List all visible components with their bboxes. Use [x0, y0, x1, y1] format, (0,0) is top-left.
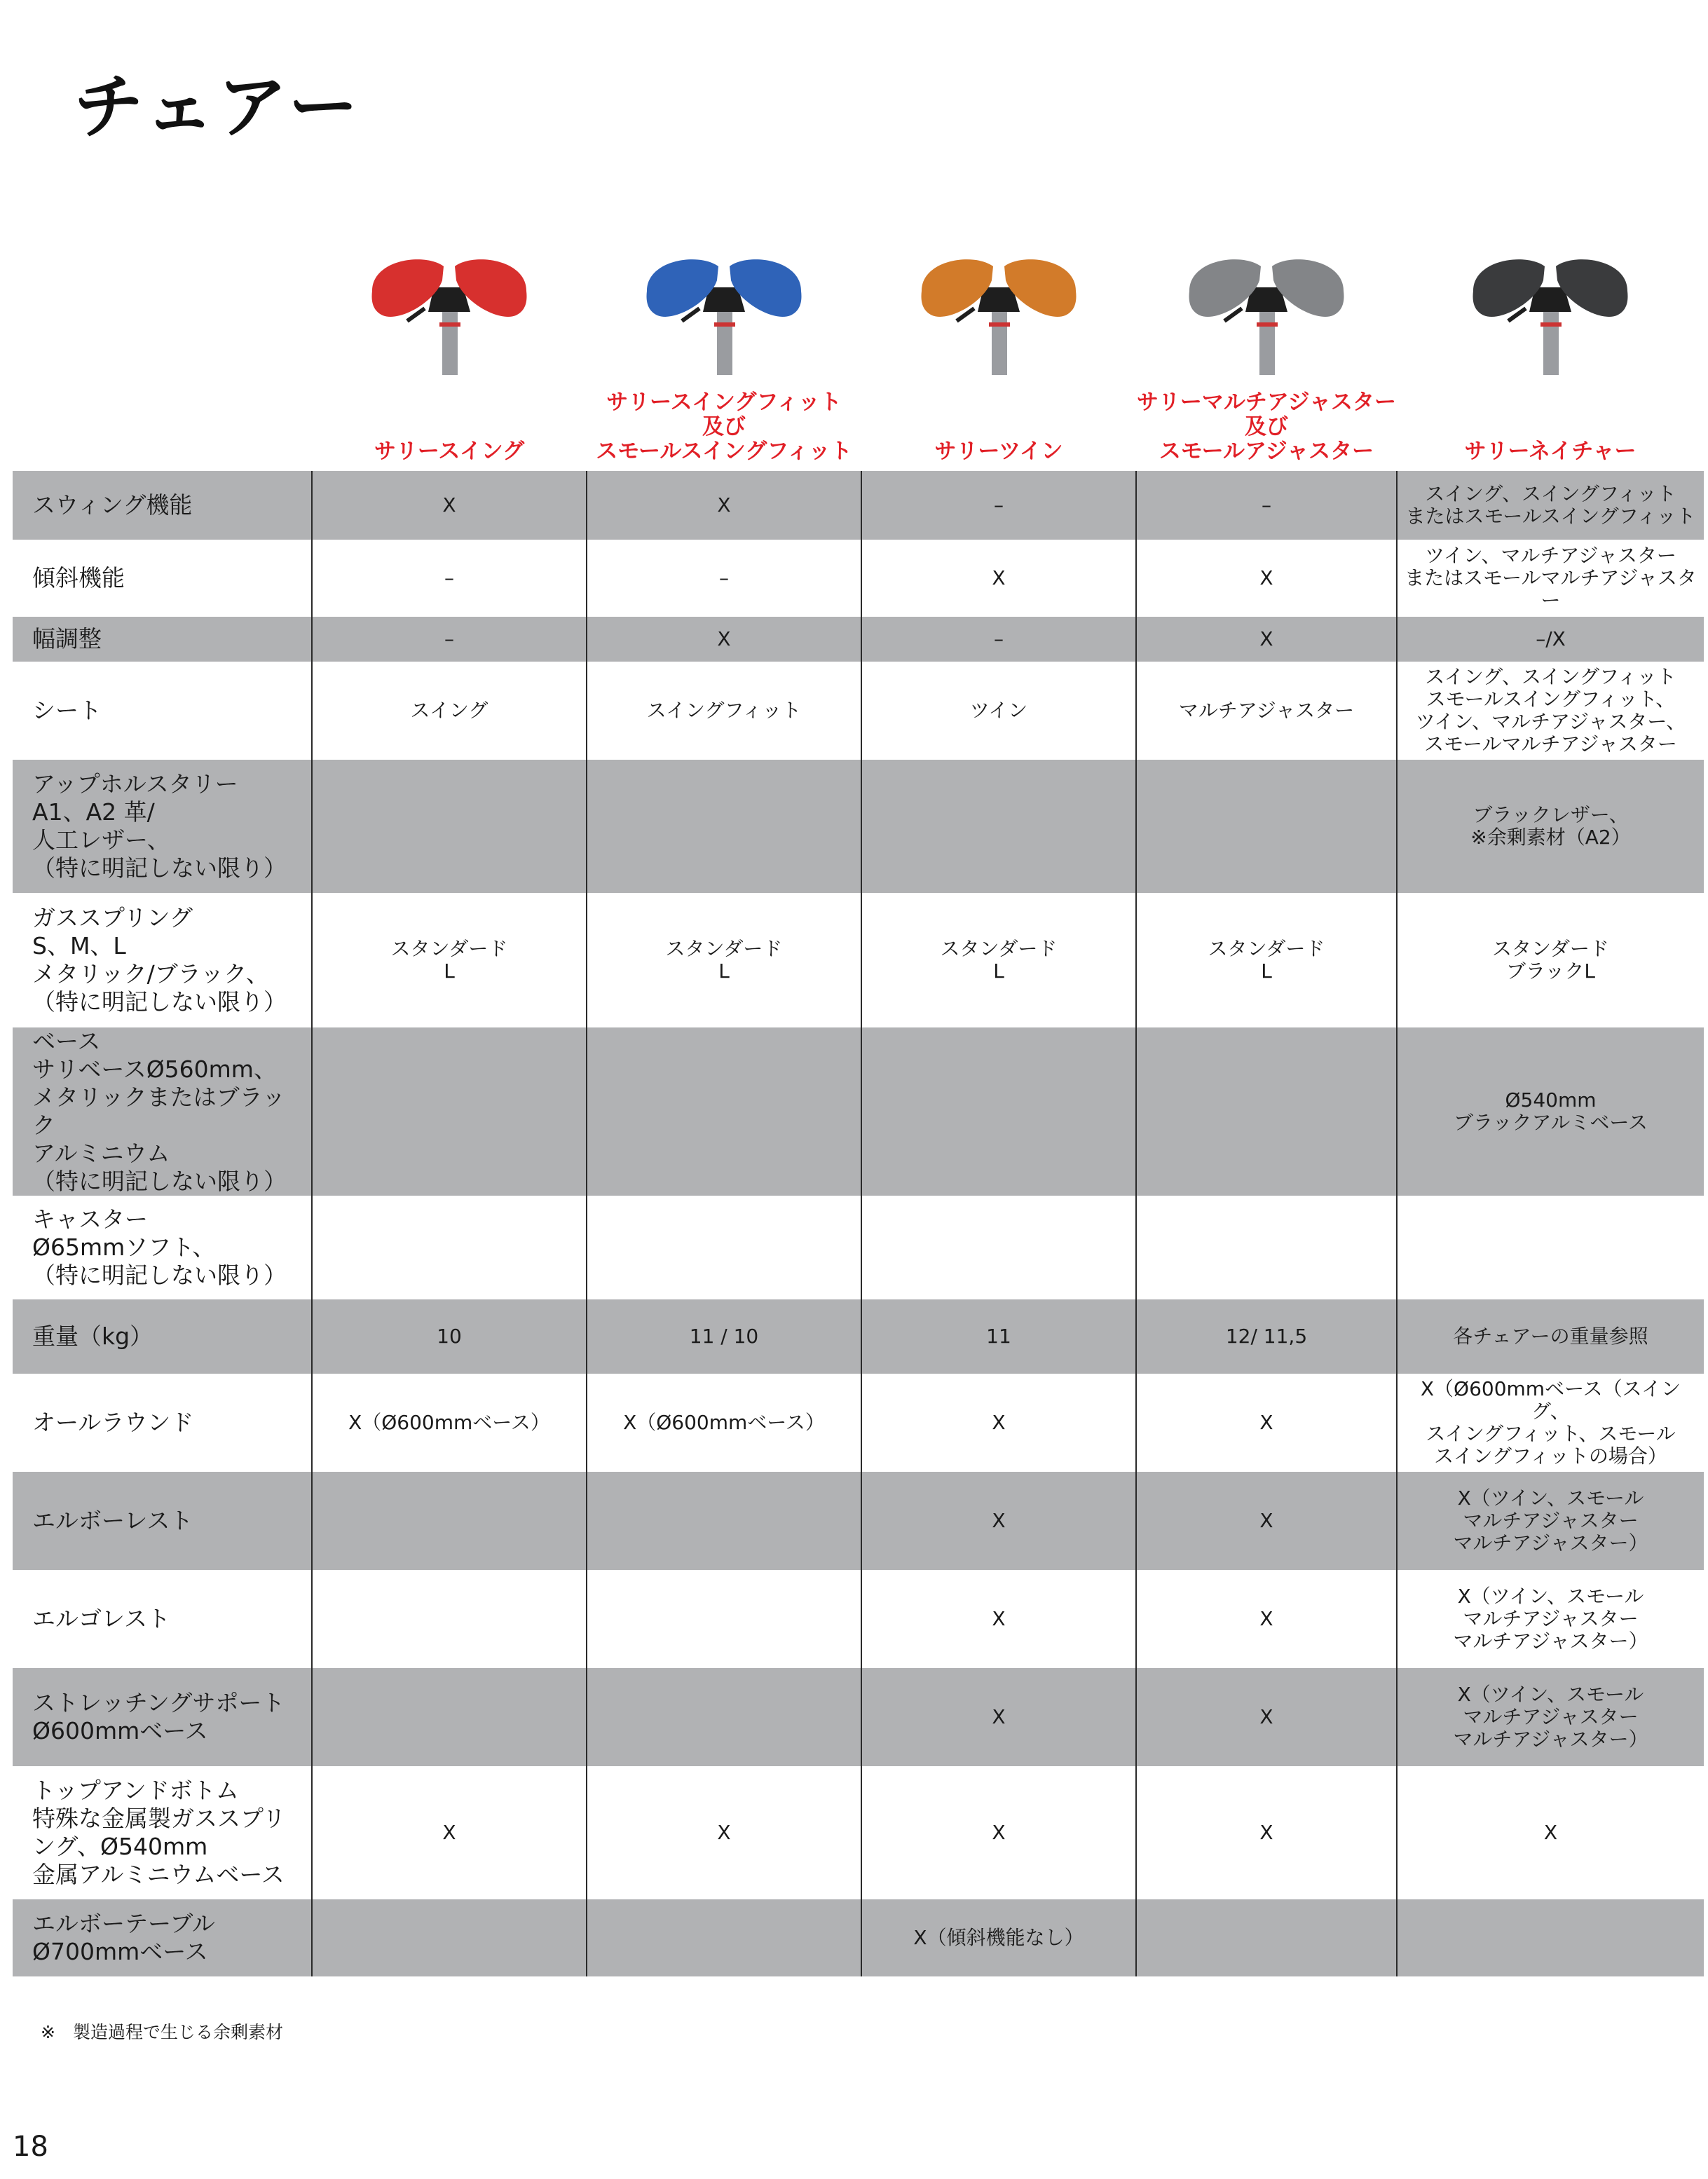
row-label: ストレッチングサポート Ø600mmベース — [13, 1668, 312, 1766]
row-label: 重量（kg） — [13, 1299, 312, 1374]
chair-image-grey — [1175, 238, 1358, 378]
table-cell: スタンダード L — [312, 893, 587, 1027]
table-cell: X — [861, 1374, 1136, 1472]
table-cell: X — [861, 1570, 1136, 1668]
table-cell — [587, 1027, 861, 1196]
table-cell: X（ツイン、スモール マルチアジャスター マルチアジャスター） — [1397, 1570, 1704, 1668]
row-label: 傾斜機能 — [13, 540, 312, 617]
table-cell — [312, 1472, 587, 1570]
row-label: ガススプリング S、M、L メタリック/ブラック、 （特に明記しない限り） — [13, 893, 312, 1027]
table-cell: 10 — [312, 1299, 587, 1374]
table-cell: 11 / 10 — [587, 1299, 861, 1374]
table-row — [13, 1899, 1704, 1976]
table-row — [13, 1766, 1704, 1899]
table-cell: スタンダード L — [1136, 893, 1397, 1027]
table-cell: X — [587, 1766, 861, 1899]
product-column-4 — [1136, 238, 1397, 470]
table-cell: X — [587, 471, 861, 540]
table-cell: X — [861, 540, 1136, 617]
table-cell — [1136, 1899, 1397, 1976]
table-row — [13, 471, 1704, 540]
page-title: チェアー — [74, 66, 361, 148]
table-cell — [587, 1196, 861, 1299]
table-cell — [587, 1668, 861, 1766]
table-cell — [861, 1027, 1136, 1196]
row-label: エルボーレスト — [13, 1472, 312, 1570]
table-cell — [1136, 760, 1397, 893]
table-cell — [1136, 1196, 1397, 1299]
table-row — [13, 1668, 1704, 1766]
table-row — [13, 1196, 1704, 1299]
page-number: 18 — [13, 2131, 48, 2163]
table-cell — [312, 1899, 587, 1976]
product-column-2 — [587, 238, 861, 470]
row-label: ベース サリベースØ560mm、 メタリックまたはブラック アルミニウム （特に明記しない限り） — [13, 1027, 312, 1196]
table-cell — [1136, 1027, 1397, 1196]
table-cell: 11 — [861, 1299, 1136, 1374]
chair-image-orange — [908, 238, 1090, 378]
table-cell: – — [861, 471, 1136, 540]
product-name: サリーネイチャー — [1464, 439, 1637, 464]
table-cell — [312, 1196, 587, 1299]
table-cell — [312, 1027, 587, 1196]
table-cell: X — [312, 1766, 587, 1899]
table-row — [13, 760, 1704, 893]
chair-image-black — [1459, 238, 1641, 378]
table-cell: X — [1136, 1668, 1397, 1766]
product-header-row — [0, 238, 1708, 470]
spec-table — [13, 471, 1704, 1976]
chair-image-blue — [633, 238, 815, 378]
table-cell: – — [1136, 471, 1397, 540]
table-cell: – — [861, 617, 1136, 662]
table-cell — [312, 1570, 587, 1668]
table-row — [13, 1472, 1704, 1570]
table-cell: –/X — [1397, 617, 1704, 662]
table-cell — [1397, 1196, 1704, 1299]
table-row — [13, 893, 1704, 1027]
table-cell: X — [1136, 540, 1397, 617]
table-row — [13, 540, 1704, 617]
row-label: キャスター Ø65mmソフト、 （特に明記しない限り） — [13, 1196, 312, 1299]
table-row — [13, 1299, 1704, 1374]
product-column-3 — [861, 238, 1136, 470]
product-name: サリースイング — [374, 439, 525, 464]
table-cell: スイングフィット — [587, 662, 861, 760]
table-cell — [587, 1899, 861, 1976]
table-cell: マルチアジャスター — [1136, 662, 1397, 760]
table-cell: ブラックレザー、 ※余剰素材（A2） — [1397, 760, 1704, 893]
table-cell: 各チェアーの重量参照 — [1397, 1299, 1704, 1374]
table-cell — [861, 760, 1136, 893]
table-cell: X — [861, 1766, 1136, 1899]
table-row — [13, 617, 1704, 662]
row-label: 幅調整 — [13, 617, 312, 662]
table-cell: X（Ø600mmベース） — [312, 1374, 587, 1472]
product-name: サリースイングフィット 及び スモールスイングフィット — [596, 390, 852, 464]
product-name: サリーツイン — [934, 439, 1063, 464]
table-cell — [587, 1570, 861, 1668]
row-label: シート — [13, 662, 312, 760]
table-cell: X（Ø600mmベース） — [587, 1374, 861, 1472]
table-cell: X — [312, 471, 587, 540]
product-column-1 — [312, 238, 587, 470]
product-column-5 — [1397, 238, 1704, 470]
table-cell: – — [587, 540, 861, 617]
table-cell: – — [312, 617, 587, 662]
row-label: トップアンドボトム 特殊な金属製ガススプリ ング、Ø540mm 金属アルミニウムベース — [13, 1766, 312, 1899]
table-cell: X — [861, 1668, 1136, 1766]
table-cell: スイング、スイングフィット またはスモールスイングフィット — [1397, 471, 1704, 540]
table-cell: スイング — [312, 662, 587, 760]
footnote: ※ 製造過程で生じる余剰素材 — [41, 2022, 283, 2042]
table-cell — [312, 760, 587, 893]
table-cell: スタンダード L — [861, 893, 1136, 1027]
table-cell: X — [1136, 1570, 1397, 1668]
table-cell: X（Ø600mmベース（スイング、 スイングフィット、スモール スイングフィットの場合） — [1397, 1374, 1704, 1472]
table-row — [13, 1027, 1704, 1196]
row-label: エルボーテーブル Ø700mmベース — [13, 1899, 312, 1976]
row-label: エルゴレスト — [13, 1570, 312, 1668]
table-cell: X — [1397, 1766, 1704, 1899]
table-cell: – — [312, 540, 587, 617]
table-cell: X（ツイン、スモール マルチアジャスター マルチアジャスター） — [1397, 1472, 1704, 1570]
table-cell: X — [1136, 1374, 1397, 1472]
table-cell: ツイン、マルチアジャスター またはスモールマルチアジャスター — [1397, 540, 1704, 617]
table-cell: スイング、スイングフィット スモールスイングフィット、 ツイン、マルチアジャスター、 スモールマルチアジャスター — [1397, 662, 1704, 760]
table-cell — [861, 1196, 1136, 1299]
table-cell: Ø540mm ブラックアルミベース — [1397, 1027, 1704, 1196]
table-cell: X — [1136, 1472, 1397, 1570]
row-label: スウィング機能 — [13, 471, 312, 540]
row-label: オールラウンド — [13, 1374, 312, 1472]
table-cell: スタンダード L — [587, 893, 861, 1027]
table-cell: X — [1136, 1766, 1397, 1899]
table-cell: X（ツイン、スモール マルチアジャスター マルチアジャスター） — [1397, 1668, 1704, 1766]
table-cell — [312, 1668, 587, 1766]
chair-image-red — [358, 238, 540, 378]
table-cell: X（傾斜機能なし） — [861, 1899, 1136, 1976]
table-cell: X — [1136, 617, 1397, 662]
table-row — [13, 662, 1704, 760]
product-name: サリーマルチアジャスター 及び スモールアジャスター — [1136, 390, 1397, 464]
table-cell — [1397, 1899, 1704, 1976]
table-cell — [587, 760, 861, 893]
table-row — [13, 1570, 1704, 1668]
table-cell — [587, 1472, 861, 1570]
table-row — [13, 1374, 1704, 1472]
table-cell: 12/ 11,5 — [1136, 1299, 1397, 1374]
table-cell: ツイン — [861, 662, 1136, 760]
row-label: アップホルスタリー A1、A2 革/ 人工レザー、 （特に明記しない限り） — [13, 760, 312, 893]
table-cell: スタンダード ブラックL — [1397, 893, 1704, 1027]
table-cell: X — [861, 1472, 1136, 1570]
table-cell: X — [587, 617, 861, 662]
